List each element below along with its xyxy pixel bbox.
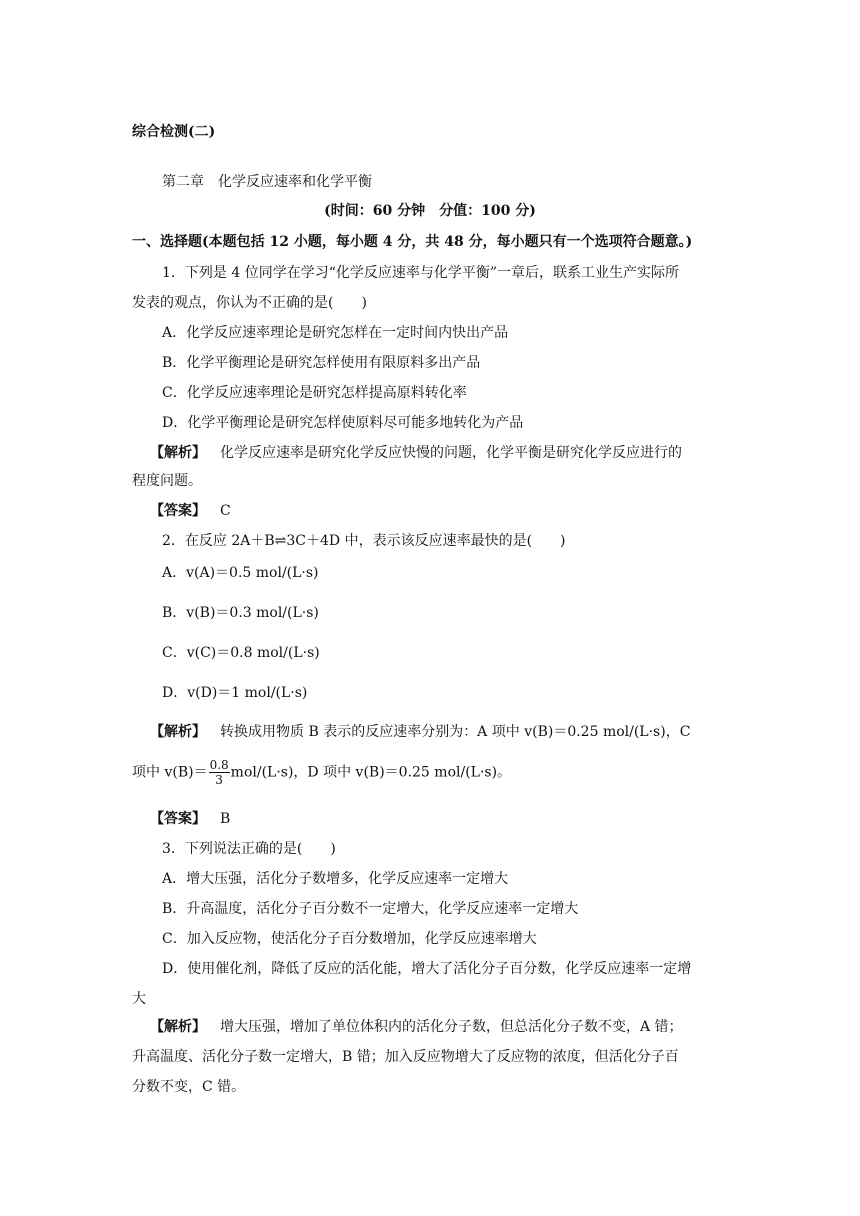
q1-answer xyxy=(150,501,750,521)
q2-analysis-text: 转换成用物质 B 表示的反应速率分别为：A 项中 v(B)＝0.25 mol/(L·s)，C xyxy=(220,724,691,740)
q1-option-c: C．化学反应速率理论是研究怎样提高原料转化率 xyxy=(162,385,467,401)
q2-option-c: C．v(C)＝0.8 mol/(L·s) xyxy=(162,645,320,661)
q3-analysis-text: 增大压强，增加了单位体积内的活化分子数，但总活化分子数不变，A 错； xyxy=(220,1019,683,1035)
q1-option-b: B．化学平衡理论是研究怎样使用有限原料多出产品 xyxy=(162,355,481,371)
q1-answer-value: C xyxy=(220,503,231,519)
q2-analysis-pre: 项中 v(B)＝ xyxy=(132,764,208,781)
q2-analysis-line2 xyxy=(132,758,732,787)
q2-analysis-post: mol/(L·s)，D 项中 v(B)＝0.25 mol/(L·s)。 xyxy=(230,764,512,781)
q2-option-a: A．v(A)＝0.5 mol/(L·s) xyxy=(162,565,319,581)
q1-option-d: D．化学平衡理论是研究怎样使原料尽可能多地转化为产品 xyxy=(162,415,524,431)
q3-analysis-label: 【解析】 xyxy=(150,1019,206,1035)
chapter-heading: 第二章 化学反应速率和化学平衡 xyxy=(162,174,372,190)
q2-fraction-numerator: 0.8 xyxy=(209,758,229,772)
q3-analysis-line2: 升高温度、活化分子数一定增大，B 错；加入反应物增大了反应物的浓度，但活化分子百 xyxy=(132,1049,679,1065)
q2-stem: 2．在反应 2A＋B⇌3C＋4D 中，表示该反应速率最快的是( ) xyxy=(162,533,566,549)
q2-option-d: D．v(D)＝1 mol/(L·s) xyxy=(162,685,308,701)
q1-option-a: A．化学反应速率理论是研究怎样在一定时间内快出产品 xyxy=(162,325,509,341)
q1-analysis-text: 化学反应速率是研究化学反应快慢的问题，化学平衡是研究化学反应进行的 xyxy=(220,445,682,461)
q2-fraction-denominator: 3 xyxy=(215,773,223,787)
q1-stem-line1: 1．下列是 4 位同学在学习“化学反应速率与化学平衡”一章后，联系工业生产实际所 xyxy=(162,265,680,281)
q3-option-d-line2: 大 xyxy=(132,991,146,1007)
q1-analysis-label: 【解析】 xyxy=(150,445,206,461)
q1-stem-line2: 发表的观点，你认为不正确的是( ) xyxy=(132,295,367,311)
q2-analysis-line1 xyxy=(150,722,750,742)
q2-option-b: B．v(B)＝0.3 mol/(L·s) xyxy=(162,605,319,621)
q1-answer-label: 【答案】 xyxy=(150,503,206,519)
q2-answer-label: 【答案】 xyxy=(150,811,206,827)
q2-fraction xyxy=(209,758,230,787)
exam-meta: (时间：60 分钟 分值：100 分) xyxy=(324,203,536,219)
q2-answer xyxy=(150,809,750,829)
q1-analysis-line2: 程度问题。 xyxy=(132,473,202,489)
q1-analysis-line1 xyxy=(150,443,750,463)
q3-option-c: C．加入反应物，使活化分子百分数增加，化学反应速率增大 xyxy=(162,931,537,947)
q3-option-b: B．升高温度，活化分子百分数不一定增大，化学反应速率一定增大 xyxy=(162,901,579,917)
q3-stem: 3．下列说法正确的是( ) xyxy=(162,841,336,857)
q2-answer-value: B xyxy=(220,811,231,827)
section-heading xyxy=(132,232,732,252)
q3-option-d-line1: D．使用催化剂，降低了反应的活化能，增大了活化分子百分数，化学反应速率一定增 xyxy=(162,961,692,977)
q3-analysis-line1 xyxy=(150,1017,750,1037)
section-text: 一、选择题(本题包括 12 小题，每小题 4 分，共 48 分，每小题只有一个选项符合题意。) xyxy=(132,234,693,250)
q3-analysis-line3: 分数不变，C 错。 xyxy=(132,1079,246,1095)
doc-title: 综合检测(二) xyxy=(132,124,216,140)
q2-analysis-label: 【解析】 xyxy=(150,724,206,740)
q3-option-a: A．增大压强，活化分子数增多，化学反应速率一定增大 xyxy=(162,871,509,887)
